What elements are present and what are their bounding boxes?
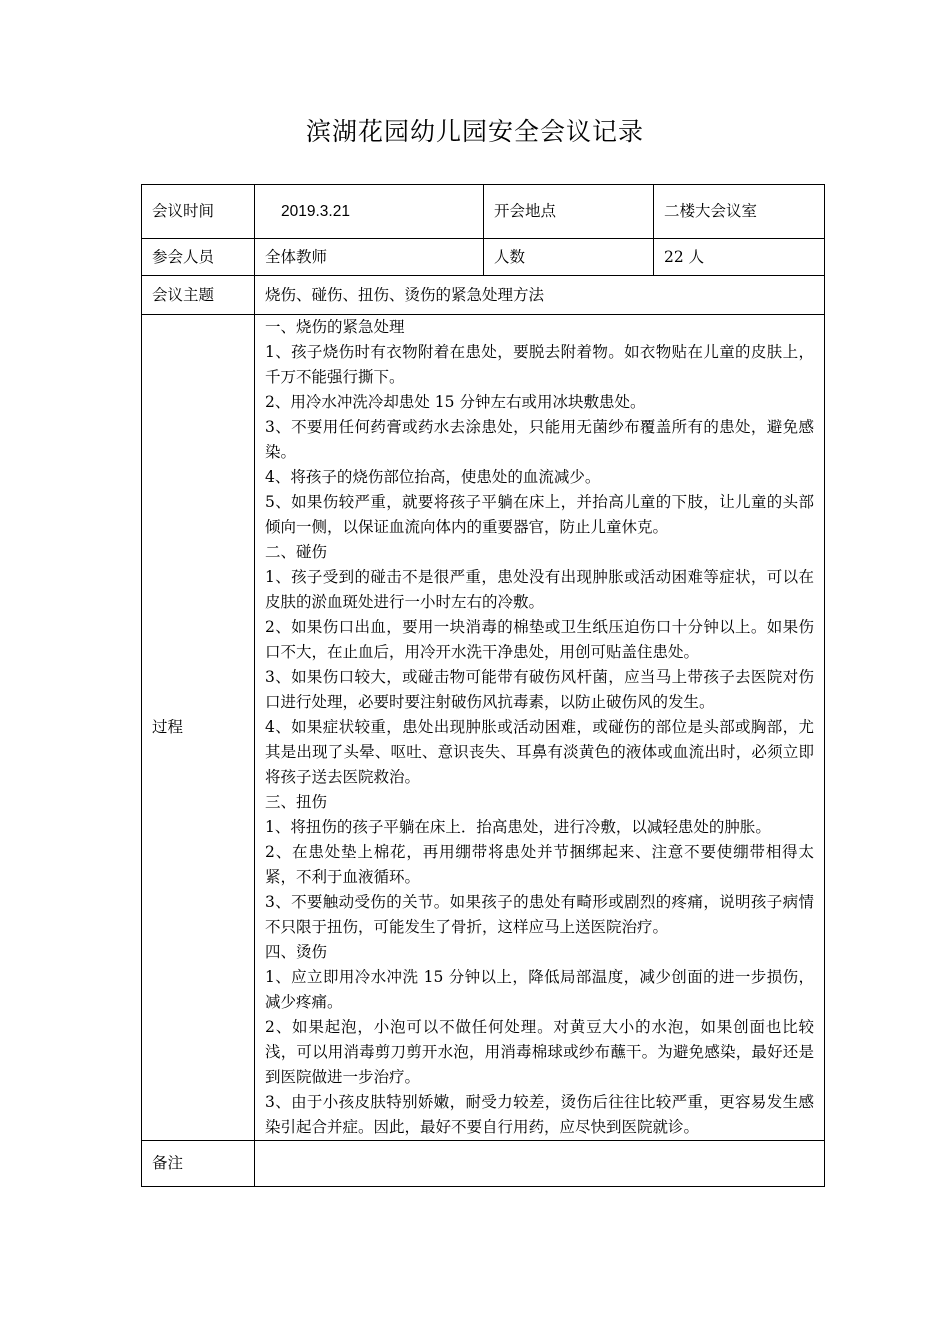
time-label: 会议时间 (142, 185, 255, 239)
process-line: 一、烧伤的紧急处理 (265, 318, 405, 336)
process-line: 1、孩子受到的碰击不是很严重，患处没有出现肿胀或活动困难等症状，可以在皮肤的淤血斑处进行一小时左右的冷敷。 (265, 568, 814, 611)
row-topic (142, 276, 825, 315)
process-line: 2、在患处垫上棉花，再用绷带将患处并节捆绑起来、注意不要使绷带相得太紧，不利于血液循环。 (265, 843, 814, 886)
process-line: 2、用冷水冲洗冷却患处 15 分钟左右或用冰块敷患处。 (265, 393, 646, 411)
process-line: 3、不要用任何药膏或药水去涂患处，只能用无菌纱布覆盖所有的患处，避免感染。 (265, 418, 814, 461)
process-line: 4、如果症状较重，患处出现肿胀或活动困难，或碰伤的部位是头部或胸部，尤其是出现了头晕、呕吐、意识丧失、耳鼻有淡黄色的液体或血流出时，必须立即将孩子送去医院救治。 (265, 718, 814, 786)
process-line: 2、如果伤口出血，要用一块消毒的棉垫或卫生纸压迫伤口十分钟以上。如果伤口不大，在止血后，用冷开水洗干净患处，用创可贴盖住患处。 (265, 618, 814, 661)
process-line: 三、扭伤 (265, 793, 328, 811)
row-process (142, 315, 825, 1141)
process-line: 4、将孩子的烧伤部位抬高，使患处的血流减少。 (265, 468, 601, 486)
row-time-place (142, 185, 825, 239)
count-label: 人数 (484, 239, 654, 276)
process-line: 3、不要触动受伤的关节。如果孩子的患处有畸形或剧烈的疼痛，说明孩子病情不只限于扭伤，可能发生了骨折，这样应马上送医院治疗。 (265, 893, 814, 936)
row-attendees (142, 239, 825, 276)
process-line: 3、如果伤口较大，或碰击物可能带有破伤风杆菌，应当马上带孩子去医院对伤口进行处理，必要时要注射破伤风抗毒素，以防止破伤风的发生。 (265, 668, 814, 711)
process-line: 2、如果起泡，小泡可以不做任何处理。对黄豆大小的水泡，如果创面也比较浅，可以用消毒剪刀剪开水泡，用消毒棉球或纱布蘸干。为避免感染，最好还是到医院做进一步治疗。 (265, 1018, 814, 1086)
time-value (255, 185, 484, 239)
process-label: 过程 (142, 315, 255, 1141)
process-line: 1、将扭伤的孩子平躺在床上．抬高患处，进行冷敷，以减轻患处的肿胀。 (265, 818, 771, 836)
place-label: 开会地点 (484, 185, 654, 239)
process-line: 1、应立即用冷水冲洗 15 分钟以上，降低局部温度，减少创面的进一步损伤，减少疼痛。 (265, 968, 814, 1011)
process-line: 3、由于小孩皮肤特别娇嫩，耐受力较差，烫伤后往往比较严重，更容易发生感染引起合并症。因此，最好不要自行用药，应尽快到医院就诊。 (265, 1093, 814, 1136)
topic-label: 会议主题 (142, 276, 255, 315)
page-title: 滨湖花园幼儿园安全会议记录 (305, 117, 644, 146)
process-line: 5、如果伤较严重，就要将孩子平躺在床上，并抬高儿童的下肢，让儿童的头部倾向一侧，以保证血流向体内的重要器官，防止儿童休克。 (265, 493, 814, 536)
time-value-text: 2019.3.21 (281, 203, 350, 220)
process-line: 1、孩子烧伤时有衣物附着在患处，要脱去附着物。如衣物贴在儿童的皮肤上，千万不能强行撕下。 (265, 343, 814, 386)
process-line: 二、碰伤 (265, 543, 328, 561)
process-content (255, 315, 825, 1141)
row-notes (142, 1141, 825, 1187)
count-value: 22 人 (654, 239, 825, 276)
attendees-value: 全体教师 (255, 239, 484, 276)
notes-label: 备注 (142, 1141, 255, 1187)
meeting-record-table (141, 184, 825, 1187)
notes-value (255, 1141, 825, 1187)
process-line: 四、烫伤 (265, 943, 328, 961)
place-value: 二楼大会议室 (654, 185, 825, 239)
attendees-label: 参会人员 (142, 239, 255, 276)
topic-value: 烧伤、碰伤、扭伤、烫伤的紧急处理方法 (255, 276, 825, 315)
